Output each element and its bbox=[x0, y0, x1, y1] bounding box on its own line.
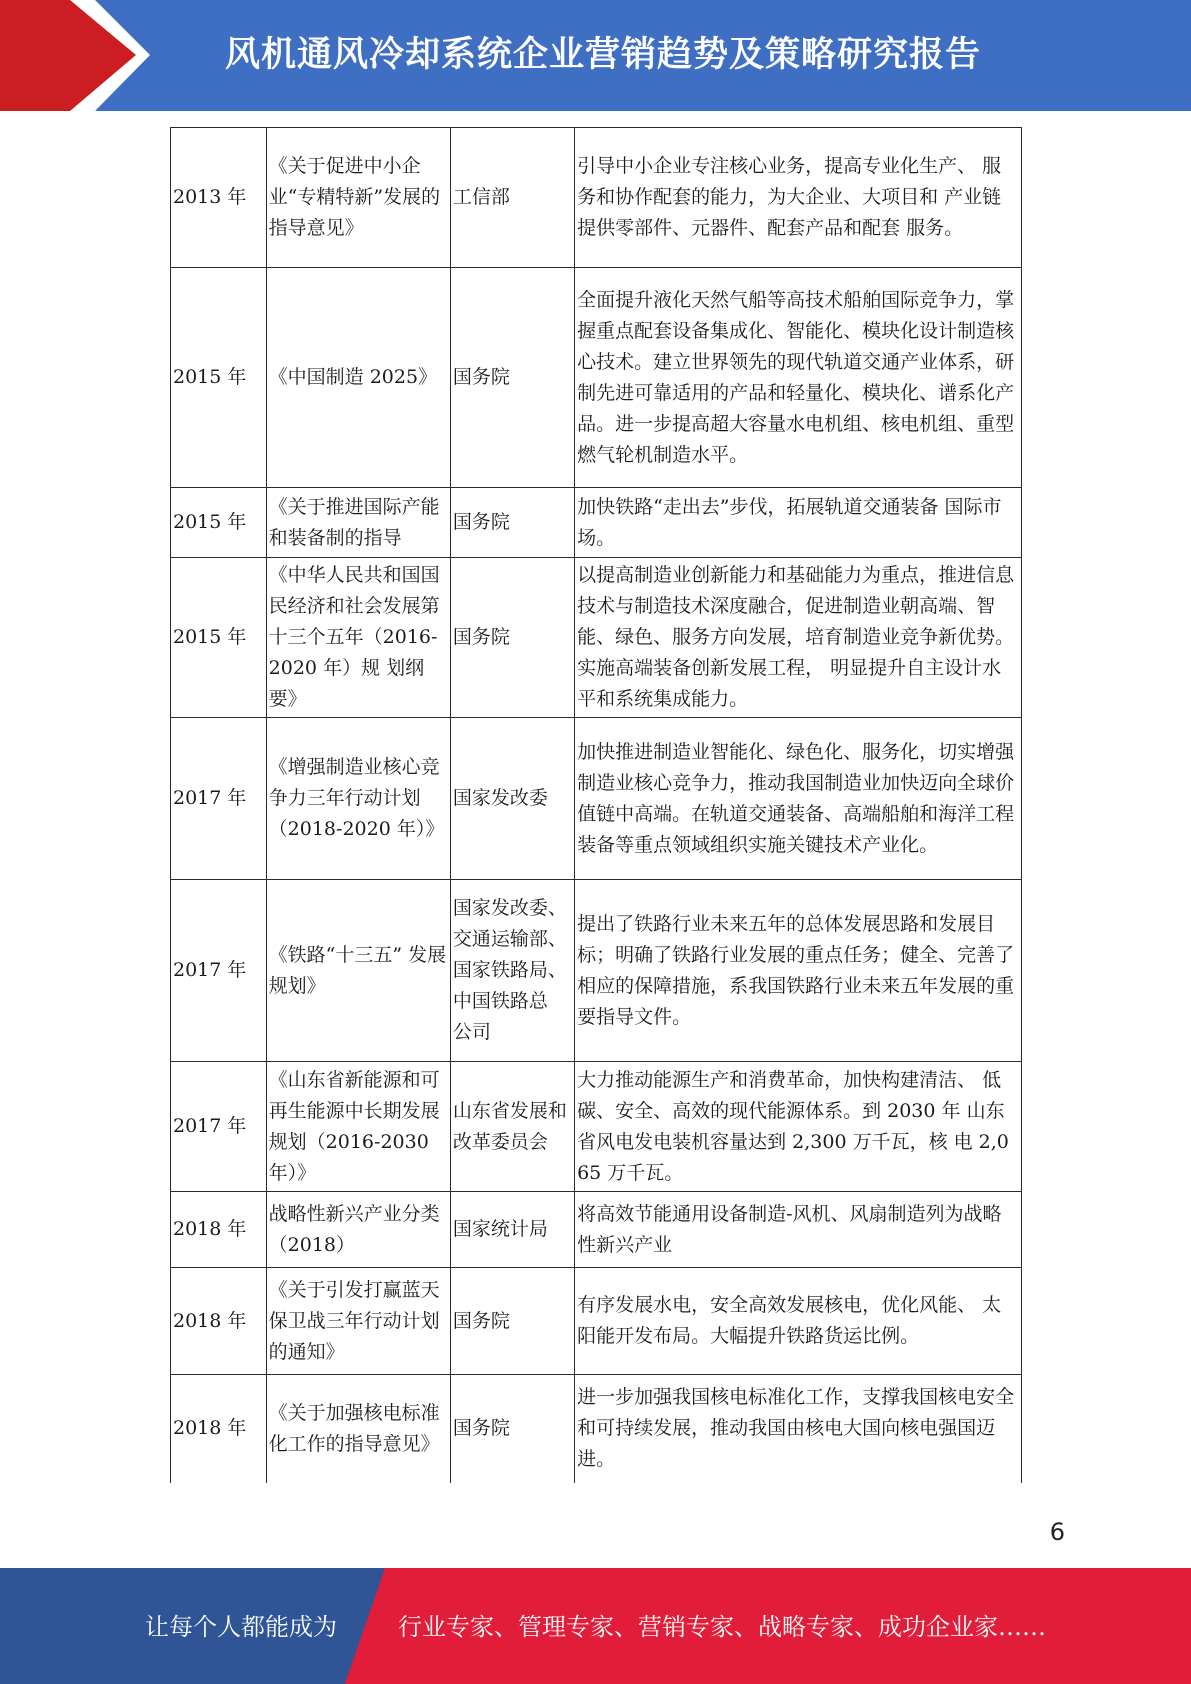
page-number: 6 bbox=[1049, 1518, 1065, 1546]
description-cell: 以提高制造业创新能力和基础能力为重点，推进信息技术与制造技术深度融合，促进制造业朝高端、智能、绿色、服务方向发展，培育制造业竞争新优势。实施高端装备创新发展工程， 明显提升自主设计水平和系统集成能力。 bbox=[575, 558, 1022, 718]
table-row bbox=[171, 1062, 1022, 1192]
document-cell: 战略性新兴产业分类（2018） bbox=[266, 1192, 450, 1268]
description-cell: 将高效节能通用设备制造-风机、风扇制造列为战略性新兴产业 bbox=[575, 1192, 1022, 1268]
year-cell: 2018 年 bbox=[171, 1375, 267, 1483]
description-cell: 全面提升液化天然气船等高技术船舶国际竞争力，掌握重点配套设备集成化、智能化、模块化设计制造核心技术。建立世界领先的现代轨道交通产业体系，研制先进可靠适用的产品和轻量化、模块化、谱系化产品。进一步提高超大容量水电机组、核电机组、重型燃气轮机制造水平。 bbox=[575, 268, 1022, 488]
agency-cell: 国家发改委、 交通运输部、 国家铁路局、 中国铁路总 公司 bbox=[450, 880, 574, 1062]
year-cell: 2017 年 bbox=[171, 1062, 267, 1192]
table-row bbox=[171, 1192, 1022, 1268]
agency-cell: 工信部 bbox=[450, 128, 574, 268]
agency-cell: 国务院 bbox=[450, 558, 574, 718]
description-cell: 引导中小企业专注核心业务，提高专业化生产、 服务和协作配套的能力，为大企业、大项目和 产业链提供零部件、元器件、配套产品和配套 服务。 bbox=[575, 128, 1022, 268]
description-cell: 进一步加强我国核电标准化工作，支撑我国核电安全和可持续发展，推动我国由核电大国向核电强国迈进。 bbox=[575, 1375, 1022, 1483]
document-text: 《关于推进国际产能和装备制的指导 bbox=[268, 495, 440, 549]
description-cell: 提出了铁路行业未来五年的总体发展思路和发展目标；明确了铁路行业发展的重点任务；健全、完善了相应的保障措施，系我国铁路行业未来五年发展的重要指导文件。 bbox=[575, 880, 1022, 1062]
year-cell: 2018 年 bbox=[171, 1268, 267, 1375]
footer-slogan-left: 让每个人都能成为 bbox=[145, 1613, 337, 1641]
year-cell: 2018 年 bbox=[171, 1192, 267, 1268]
year-cell: 2017 年 bbox=[171, 718, 267, 880]
policy-table bbox=[170, 127, 1022, 1483]
agency-cell: 国家发改委 bbox=[450, 718, 574, 880]
year-cell: 2013 年 bbox=[171, 128, 267, 268]
description-cell: 加快推进制造业智能化、绿色化、服务化，切实增强制造业核心竞争力，推动我国制造业加快迈向全球价值链中高端。在轨道交通装备、高端船舶和海洋工程装备等重点领域组织实施关键技术产业化。 bbox=[575, 718, 1022, 880]
page-header bbox=[0, 0, 1191, 111]
footer-slogan-right: 行业专家、管理专家、营销专家、战略专家、成功企业家…… bbox=[398, 1613, 1046, 1641]
description-cell: 大力推动能源生产和消费革命，加快构建清洁、 低碳、安全、高效的现代能源体系。到 2030 年 山东省风电发电装机容量达到 2,300 万千瓦，核 电 2,065 万千瓦。 bbox=[575, 1062, 1022, 1192]
agency-cell: 国务院 bbox=[450, 268, 574, 488]
agency-cell: 国务院 bbox=[450, 1375, 574, 1483]
document-cell: 《中华人民共和国国民经济和社会发展第十三个五年（2016-2020 年）规 划纲要》 bbox=[266, 558, 450, 718]
description-cell: 有序发展水电，安全高效发展核电，优化风能、 太阳能开发布局。大幅提升铁路货运比例。 bbox=[575, 1268, 1022, 1375]
document-cell: 《中国制造 2025》 bbox=[266, 268, 450, 488]
year-cell: 2015 年 bbox=[171, 488, 267, 558]
document-cell: 《关于加强核电标准化工作的指导意见》 bbox=[266, 1375, 450, 1483]
table-row bbox=[171, 1375, 1022, 1483]
agency-cell: 国家统计局 bbox=[450, 1192, 574, 1268]
year-cell: 2015 年 bbox=[171, 558, 267, 718]
agency-cell: 山东省发展和改革委员会 bbox=[450, 1062, 574, 1192]
table-row bbox=[171, 268, 1022, 488]
document-cell bbox=[266, 488, 450, 558]
table-row bbox=[171, 718, 1022, 880]
agency-cell: 国务院 bbox=[450, 488, 574, 558]
agency-cell: 国务院 bbox=[450, 1268, 574, 1375]
table-row bbox=[171, 128, 1022, 268]
year-cell: 2015 年 bbox=[171, 268, 267, 488]
document-cell: 《山东省新能源和可再生能源中长期发展规划（2016-2030 年）》 bbox=[266, 1062, 450, 1192]
page-footer bbox=[0, 1568, 1191, 1684]
report-title: 风机通风冷却系统企业营销趋势及策略研究报告 bbox=[225, 35, 982, 75]
table-row bbox=[171, 488, 1022, 558]
document-cell: 《铁路“十三五” 发展规划》 bbox=[266, 880, 450, 1062]
document-cell: 《增强制造业核心竞争力三年行动计划（2018-2020 年）》 bbox=[266, 718, 450, 880]
document-cell: 《关于促进中小企业“专精特新”发展的指导意见》 bbox=[266, 128, 450, 268]
table-row bbox=[171, 1268, 1022, 1375]
document-cell: 《关于引发打赢蓝天保卫战三年行动计划的通知》 bbox=[266, 1268, 450, 1375]
description-cell: 加快铁路“走出去”步伐，拓展轨道交通装备 国际市场。 bbox=[575, 488, 1022, 558]
year-cell: 2017 年 bbox=[171, 880, 267, 1062]
table-row bbox=[171, 558, 1022, 718]
table-row bbox=[171, 880, 1022, 1062]
header-red-arrow-icon bbox=[0, 0, 136, 111]
